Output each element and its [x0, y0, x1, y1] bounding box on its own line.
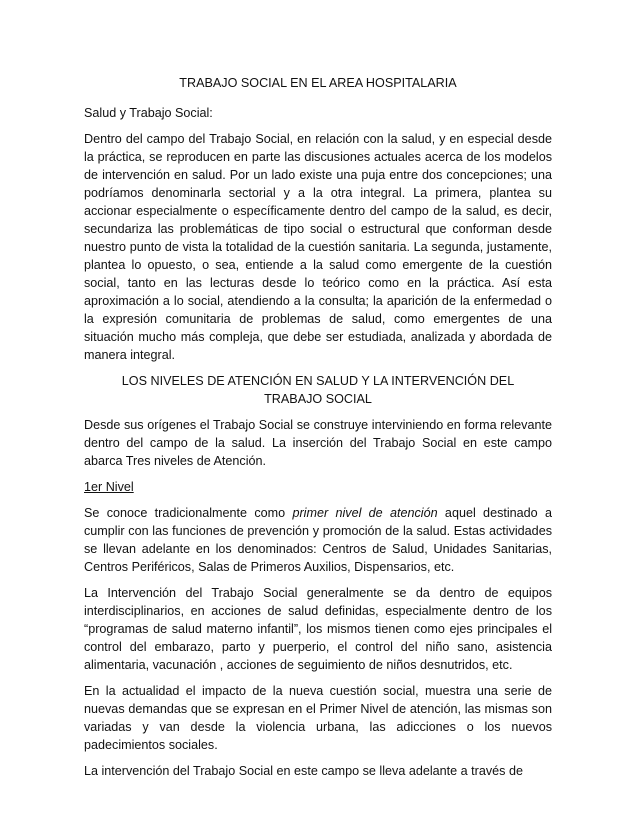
paragraph-5: En la actualidad el impacto de la nueva cuestión social, muestra una serie de nuevas demandas que se expresan en el Primer Nivel de atención, las mismas son variadas y van desde la violencia urbana, las adicciones o los nuevos padecimientos sociales.	[84, 684, 552, 752]
document-title: TRABAJO SOCIAL EN EL AREA HOSPITALARIA	[179, 76, 457, 90]
paragraph-1: Dentro del campo del Trabajo Social, en relación con la salud, y en especial desde la práctica, se reproducen en parte las discusiones actuales acerca de los modelos de intervención en salud. Por un lado existe una puja entre dos concepciones; una podríamos denominarla sectorial y a la otra integral. La primera, plantea su accionar especialmente o específicamente dentro del campo de la salud, es decir, secundariza las problemáticas de tipo social o estructural que conforman desde nuestro punto de vista la totalidad de la cuestión sanitaria. La segunda, justamente, plantea lo opuesto, o sea, entiende a la salud como emergente de la cuestión social, tanto en las lecturas desde lo teórico como en la práctica. Así esta aproximación a lo social, atendiendo a la consulta; la aparición de la enfermedad o la expresión comunitaria de problemas de salud, como emergentes de una situación mucho más compleja, que debe ser estudiada, analizada y abordada de manera integral.	[84, 132, 552, 362]
paragraph-3	[84, 504, 552, 576]
paragraph-6: La intervención del Trabajo Social en este campo se lleva adelante a través de	[84, 764, 523, 778]
paragraph-4: La Intervención del Trabajo Social generalmente se da dentro de equipos interdisciplinarios, en acciones de salud definidas, especialmente dentro de los “programas de salud materno infantil”, los mismos tienen como ejes principales el control del embarazo, parto y puerperio, el control del niño sano, asistencia alimentaria, vacunación , acciones de seguimiento de niños desnutridos, etc.	[84, 586, 552, 672]
document-page	[84, 68, 552, 788]
paragraph-3-end: aquel destinado a cumplir con las funciones de prevención y promoción de la salud. Estas actividades se llevan adelante en los denominados: Centros de Salud, Unidades Sanitarias, Centros Periféricos, Salas de Primeros Auxilios, Dispensarios, etc.	[84, 506, 552, 574]
paragraph-3-start: Se conoce tradicionalmente como	[84, 506, 293, 520]
level-heading: 1er Nivel	[84, 480, 134, 494]
section-title: LOS NIVELES DE ATENCIÓN EN SALUD Y LA INTERVENCIÓN DEL TRABAJO SOCIAL	[121, 374, 515, 406]
paragraph-2: Desde sus orígenes el Trabajo Social se construye interviniendo en forma relevante dentro del campo de la salud. La inserción del Trabajo Social en este campo abarca Tres niveles de Atención.	[84, 418, 552, 468]
subheading: Salud y Trabajo Social:	[84, 106, 213, 120]
paragraph-3-italic: primer nivel de atención	[292, 506, 438, 520]
